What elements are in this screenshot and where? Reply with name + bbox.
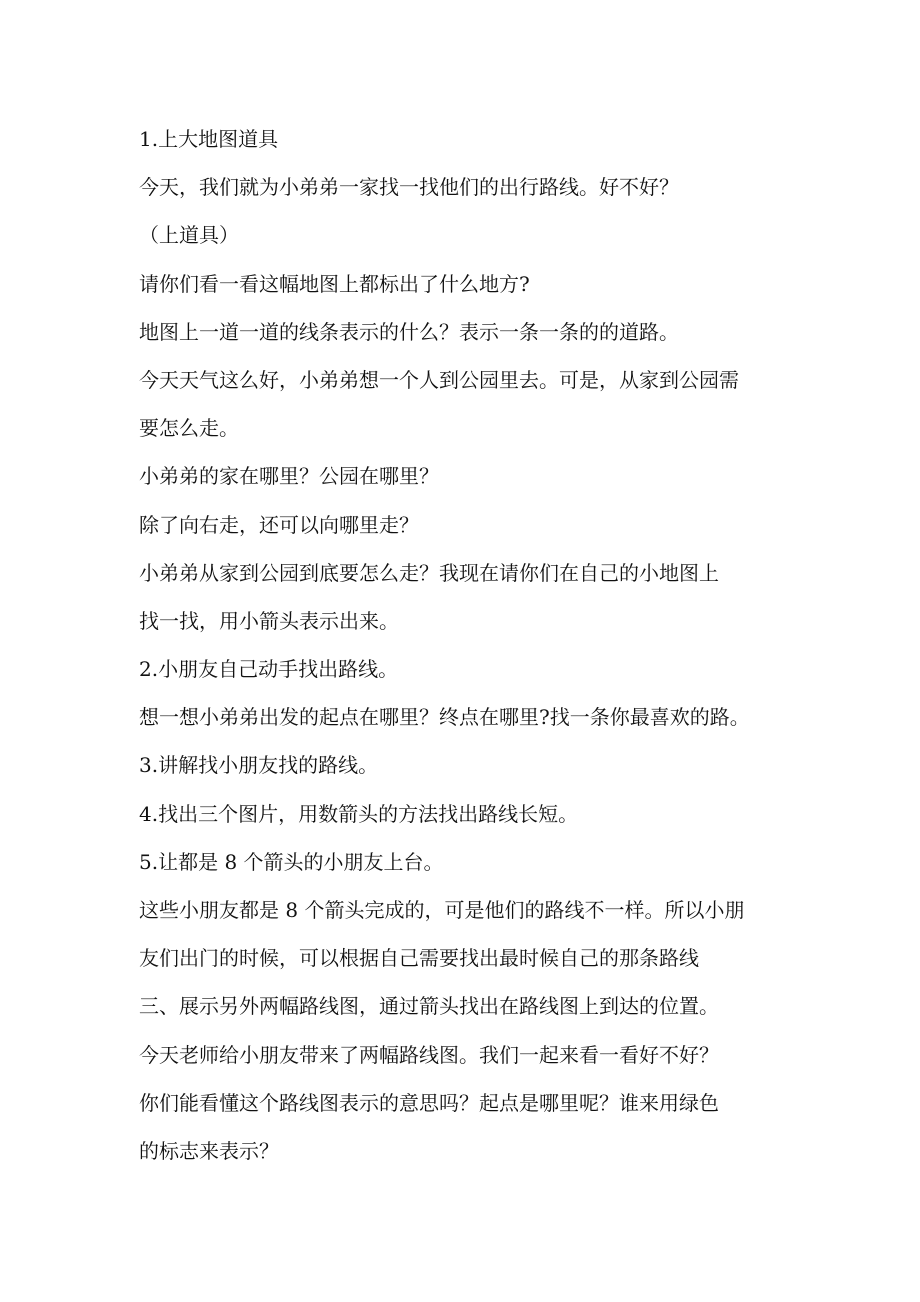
text-line: 友们出门的时候，可以根据自己需要找出最时候自己的那条路线 <box>139 946 699 971</box>
text-line: 要怎么走。 <box>139 416 239 441</box>
text-line: 地图上一道一道的线条表示的什么？表示一条一条的的道路。 <box>139 319 679 344</box>
text-line: 5.让都是 8 个箭头的小朋友上台。 <box>139 849 444 874</box>
text-line: 1.上大地图道具 <box>139 127 279 151</box>
text-line: 这些小朋友都是 8 个箭头完成的，可是他们的路线不一样。所以小朋 <box>139 898 745 922</box>
text-line: 小弟弟的家在哪里？公园在哪里？ <box>139 464 439 489</box>
text-line: 请你们看一看这幅地图上都标出了什么地方? <box>139 271 530 296</box>
text-line: 3.讲解找小朋友找的路线。 <box>139 753 379 778</box>
text-line: （上道具） <box>139 223 239 248</box>
text-line: 的标志来表示？ <box>139 1138 279 1163</box>
text-line: 小弟弟从家到公园到底要怎么走？我现在请你们在自己的小地图上 <box>139 560 719 585</box>
document-body <box>139 115 799 1175</box>
text-line: 找一找，用小箭头表示出来。 <box>139 608 399 633</box>
text-line: 想一想小弟弟出发的起点在哪里？终点在哪里?找一条你最喜欢的路。 <box>139 705 750 730</box>
text-line: 你们能看懂这个路线图表示的意思吗？起点是哪里呢？谁来用绿色 <box>139 1090 719 1115</box>
text-line: 三、展示另外两幅路线图，通过箭头找出在路线图上到达的位置。 <box>139 994 719 1019</box>
text-line: 除了向右走，还可以向哪里走？ <box>139 512 419 537</box>
text-line: 今天老师给小朋友带来了两幅路线图。我们一起来看一看好不好？ <box>139 1042 719 1067</box>
text-line: 今天天气这么好，小弟弟想一个人到公园里去。可是，从家到公园需 <box>139 367 739 392</box>
text-line: 2.小朋友自己动手找出路线。 <box>139 657 399 682</box>
text-line: 4.找出三个图片，用数箭头的方法找出路线长短。 <box>139 801 579 826</box>
text-line: 今天，我们就为小弟弟一家找一找他们的出行路线。好不好？ <box>139 175 679 200</box>
